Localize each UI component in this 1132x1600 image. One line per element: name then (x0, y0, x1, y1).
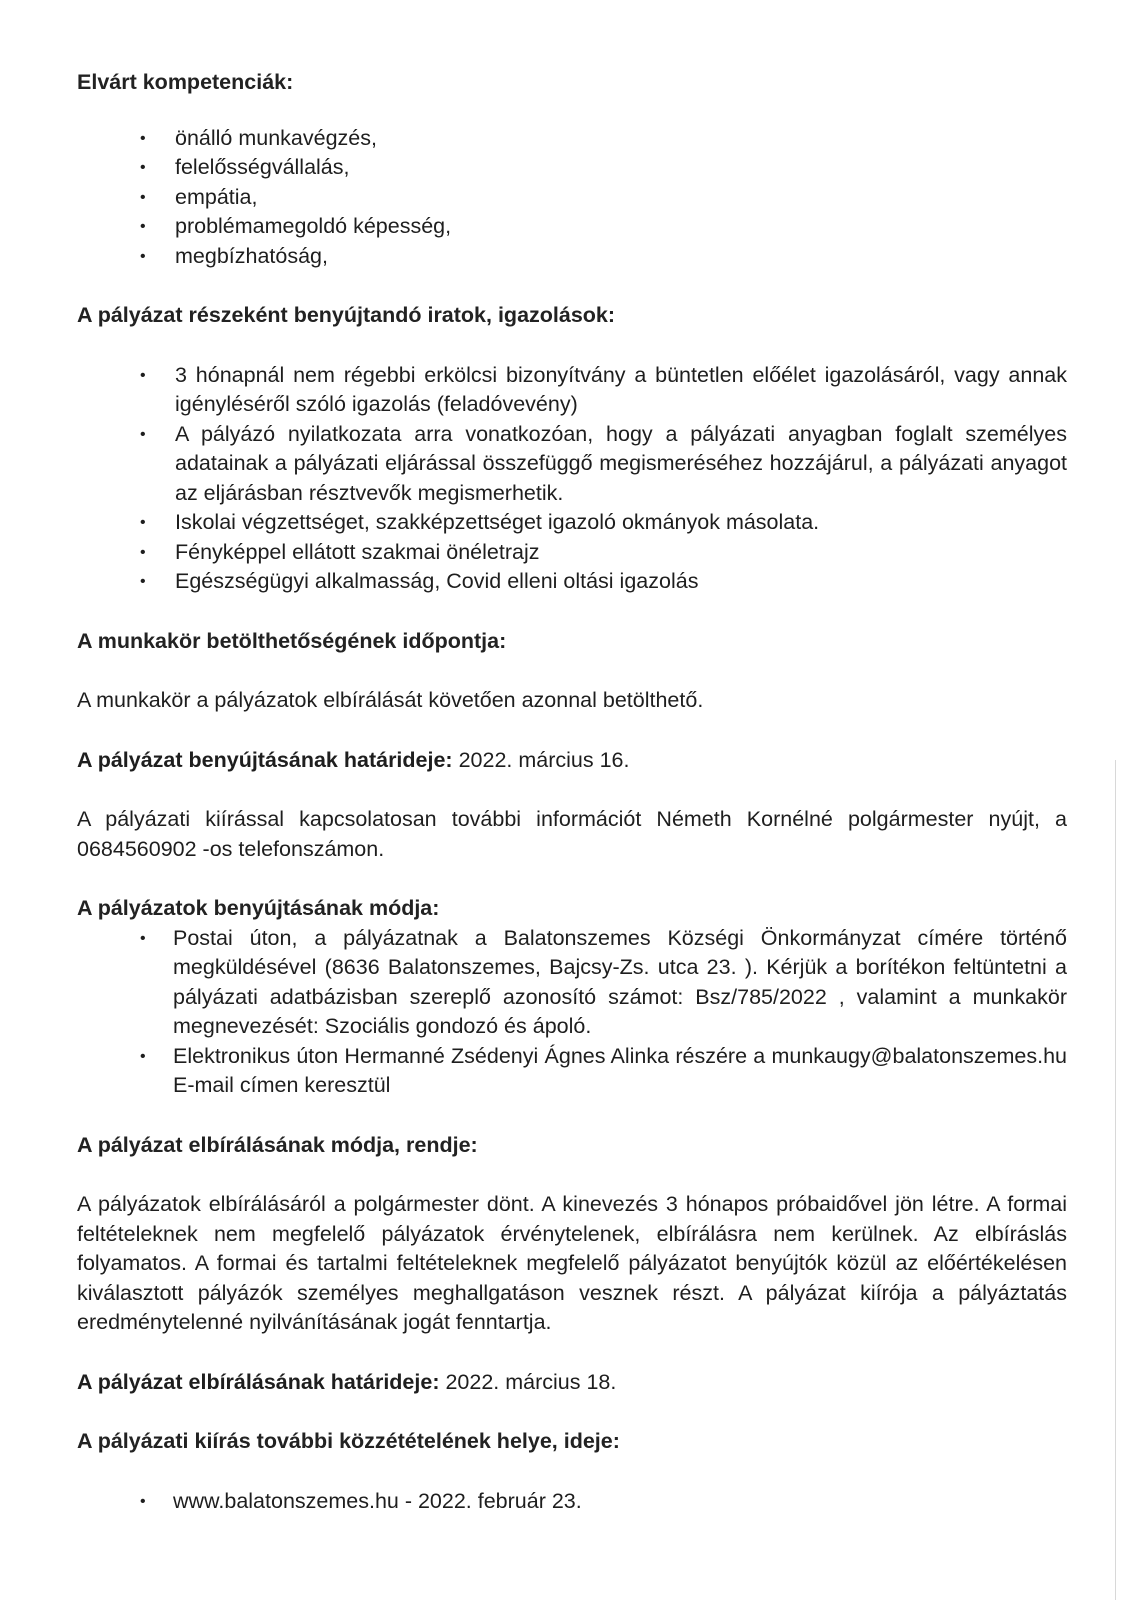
list-item: • Fényképpel ellátott szakmai önéletrajz (77, 538, 1067, 568)
list-item: • felelősségvállalás, (77, 153, 1067, 183)
deadline-line (77, 746, 1067, 776)
competencies-list (77, 124, 1067, 272)
info-text: A pályázati kiírással kapcsolatosan további információt Németh Kornélné polgármester nyújt, a 0684560902 -os telefonszámon. (77, 807, 1067, 861)
list-item: • Iskolai végzettséget, szakképzettséget igazoló okmányok másolata. (77, 508, 1067, 538)
list-item: • megbízhatóság, (77, 242, 1067, 272)
start-date-text: A munkakör a pályázatok elbírálását követően azonnal betölthető. (77, 688, 704, 712)
list-item: • A pályázó nyilatkozata arra vonatkozóan, hogy a pályázati anyagban foglalt személyes adatainak a pályázati eljárással összefüggő megismeréséhez hozzájárul, a pályázati anyagot az eljárásban résztvevők megismerhetik. (77, 420, 1067, 509)
documents-list (77, 361, 1067, 597)
competencies-heading: Elvárt kompetenciák: (77, 70, 294, 94)
evaluation-text: A pályázatok elbírálásáról a polgármester dönt. A kinevezés 3 hónapos próbaidővel jön létre. A formai feltételeknek nem megfelelő pályázatok érvénytelenek, elbírálásra nem kerülnek. Az elbíráslás folyamatos. A formai és tartalmi feltételeknek megfelelő pályázatot benyújtók közül az előértékelésen kiválasztott pályázók személyes meghallgatáson vesznek részt. A pályázat kiírója a pályáztatás eredménytelenné nyilvánításának jogát fenntartja. (77, 1192, 1067, 1334)
submission-section (77, 894, 1067, 1101)
info-section (77, 805, 1067, 864)
start-date-heading: A munkakör betölthetőségének időpontja: (77, 628, 507, 653)
competencies-section (77, 68, 1067, 271)
documents-heading: A pályázat részeként benyújtandó iratok, igazolások: (77, 303, 616, 327)
list-item: • önálló munkavégzés, (77, 124, 1067, 154)
eval-deadline-label: A pályázat elbírálásának határideje: (77, 1369, 440, 1394)
deadline-value: 2022. március 16. (452, 747, 630, 772)
submission-heading: A pályázatok benyújtásának módja: (77, 896, 440, 920)
list-item: • 3 hónapnál nem régebbi erkölcsi bizonyítvány a büntetlen előélet igazolásáról, vagy annak igényléséről szóló igazolás (feladóvevény) (77, 361, 1067, 420)
eval-deadline-line (77, 1368, 1067, 1398)
document-body (77, 68, 1067, 1516)
publication-section (77, 1427, 1067, 1516)
evaluation-heading: A pályázat elbírálásának módja, rendje: (77, 1132, 478, 1157)
deadline-section (77, 746, 1067, 776)
evaluation-section (77, 1131, 1067, 1338)
deadline-label: A pályázat benyújtásának határideje: (77, 747, 453, 772)
submission-list (77, 924, 1067, 1101)
publication-heading: A pályázati kiírás további közzétételének helye, ideje: (77, 1429, 620, 1453)
publication-list (77, 1487, 1067, 1517)
list-item: • empátia, (77, 183, 1067, 213)
list-item: • Postai úton, a pályázatnak a Balatonszemes Községi Önkormányzat címére történő megküldésével (8636 Balatonszemes, Bajcsy-Zs. utca 23. ). Kérjük a borítékon feltüntetni a pályázati adatbázisban szereplő azonosító számot: Bsz/785/2022 , valamint a munkakör megnevezését: Szociális gondozó és ápoló. (77, 924, 1067, 1042)
eval-deadline-section (77, 1368, 1067, 1398)
list-item: • Egészségügyi alkalmasság, Covid elleni oltási igazolás (77, 567, 1067, 597)
scan-edge-line (1115, 760, 1116, 1600)
documents-section (77, 301, 1067, 597)
list-item: • Elektronikus úton Hermanné Zsédenyi Ágnes Alinka részére a munkaugy@balatonszemes.hu E-mail címen keresztül (77, 1042, 1067, 1101)
list-item: • problémamegoldó képesség, (77, 212, 1067, 242)
eval-deadline-value: 2022. március 18. (439, 1369, 617, 1394)
list-item: • www.balatonszemes.hu - 2022. február 23. (77, 1487, 1067, 1517)
start-date-section (77, 627, 1067, 716)
